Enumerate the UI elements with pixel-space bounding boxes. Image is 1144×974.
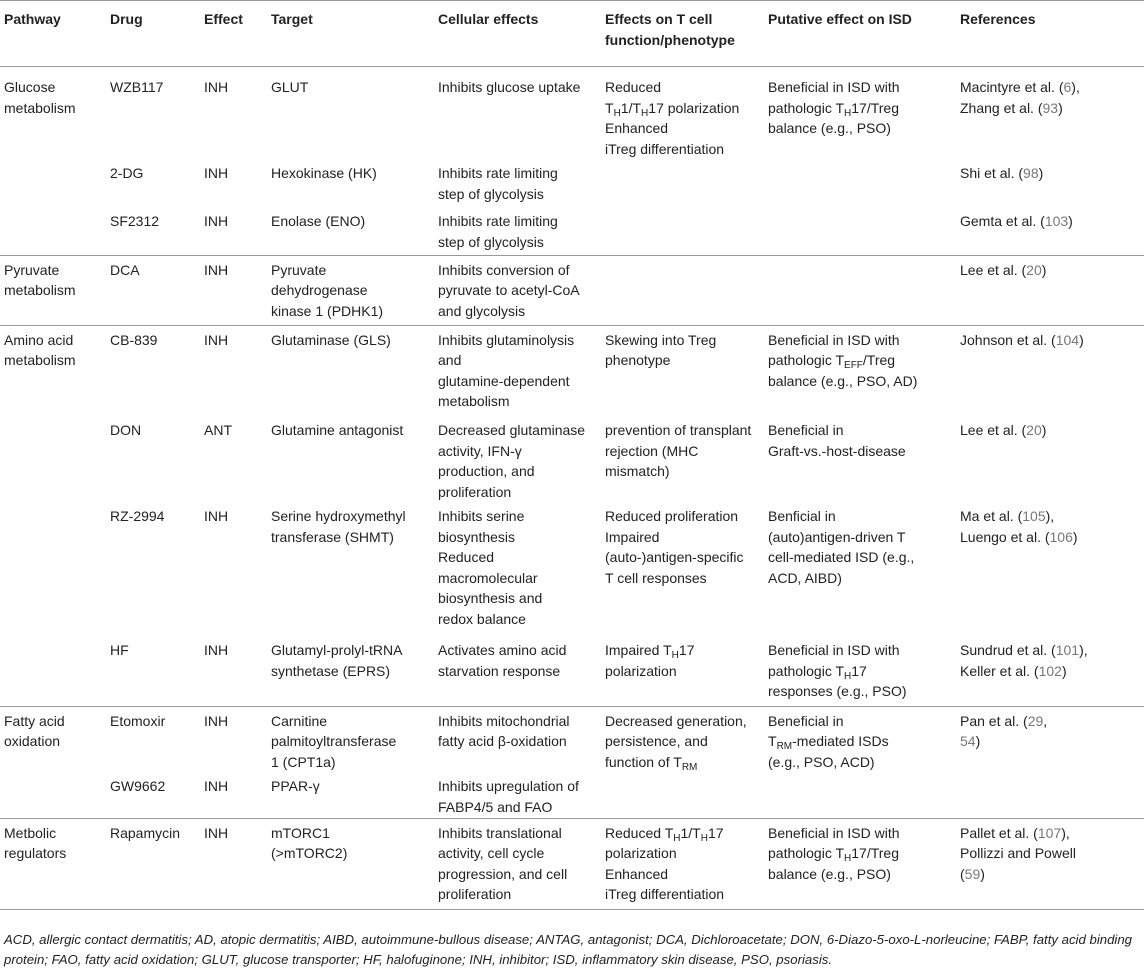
header-effect: Effect [204, 11, 243, 27]
cell-target: Enolase (ENO) [271, 213, 366, 229]
cell-effect: INH [204, 778, 229, 794]
reference-link[interactable]: 59 [964, 865, 981, 882]
cell-cellular-effects: Inhibits glucose uptake [438, 79, 581, 95]
cell-drug: DCA [110, 261, 140, 278]
cell-pathway: Amino acid metabolism [4, 331, 76, 368]
cell-target: GLUT [271, 79, 309, 95]
cell-tcell-effects [601, 207, 764, 255]
cell-cellular-effects: Decreased glutaminase activity, IFN-γ production, and proliferation [438, 422, 586, 500]
reference-link[interactable]: 93 [1042, 99, 1059, 116]
cell-effect: INH [204, 642, 229, 658]
cell-target: Glutamine antagonist [271, 422, 404, 438]
reference-link[interactable]: 29 [1027, 712, 1044, 729]
cell-cellular-effects: Inhibits translational activity, cell cycle progression, and cell proliferation [438, 824, 568, 902]
cell-effect: ANT [204, 422, 232, 438]
cell-effect: INH [204, 824, 229, 841]
cell-target: Glutamyl-prolyl-tRNA synthetase (EPRS) [271, 642, 403, 679]
cell-effect: INH [204, 712, 229, 729]
cell-effect: INH [204, 331, 229, 348]
cell-cellular-effects: Inhibits mitochondrial fatty acid β-oxidation [438, 712, 570, 749]
cell-references: Lee et al. (20) [960, 422, 1047, 438]
cell-drug: WZB117 [110, 79, 164, 95]
header-tcell-effects: Effects on T cell function/phenotype [605, 11, 735, 48]
reference-link[interactable]: 6 [1063, 79, 1072, 95]
table-row [0, 159, 1144, 207]
cell-isd-effect: Benficial in (auto)antigen-driven T cell-mediated ISD (e.g., ACD, AIBD) [768, 508, 915, 586]
table-row [0, 636, 1144, 706]
cell-isd-effect: Beneficial in Graft-vs.-host-disease [768, 422, 906, 459]
reference-link[interactable]: 101 [1055, 642, 1080, 658]
cell-pathway [0, 159, 106, 207]
cell-cellular-effects: Inhibits glutaminolysis and glutamine-dependent metabolism [438, 331, 575, 409]
cell-target: mTORC1 (>mTORC2) [271, 824, 348, 861]
cell-pathway [0, 772, 106, 818]
cell-target: Glutaminase (GLS) [271, 331, 391, 348]
reference-link[interactable]: 20 [1026, 261, 1042, 278]
cell-isd-effect: Beneficial in ISD with pathologic $T_H17$/Treg balance (e.g., PSO) [768, 824, 900, 882]
cell-references: Johnson et al. (104) [960, 331, 1084, 348]
cell-effect: INH [204, 165, 229, 181]
reference-link[interactable]: 102 [1038, 662, 1062, 679]
cell-drug: GW9662 [110, 778, 166, 794]
cell-references [956, 772, 1144, 818]
cell-pathway [0, 207, 106, 255]
cell-cellular-effects: Inhibits serine biosynthesis Reduced macromolecular biosynthesis and redox balance [438, 508, 543, 627]
cell-cellular-effects: Inhibits upregulation of FABP4/5 and FAO [438, 778, 579, 815]
cell-effect: INH [204, 79, 229, 95]
cell-tcell-effects [601, 772, 764, 818]
header-isd-effect: Putative effect on ISD [768, 11, 912, 27]
cell-cellular-effects: Activates amino acid starvation response [438, 642, 567, 679]
cell-references: Lee et al. (20) [960, 261, 1047, 278]
table-row [0, 818, 1144, 909]
cell-pathway [0, 502, 106, 636]
cell-effect: INH [204, 213, 229, 229]
cell-references: Pan et al. (29, 54) [960, 712, 1048, 749]
cell-isd-effect [764, 772, 956, 818]
table-row [0, 207, 1144, 255]
cell-isd-effect: Beneficial in ISD with pathologic $T_{EFF}$/Treg balance (e.g., PSO, AD) [768, 331, 918, 389]
cell-tcell-effects [601, 159, 764, 207]
cell-tcell-effects: Skewing into Treg phenotype [605, 331, 717, 368]
cell-pathway: Fatty acid oxidation [4, 712, 65, 749]
cell-target: Hexokinase (HK) [271, 165, 377, 181]
header-pathway: Pathway [4, 11, 61, 27]
cell-pathway: Glucose metabolism [4, 79, 76, 116]
cell-isd-effect [764, 255, 956, 325]
cell-drug: DON [110, 422, 142, 438]
table-footnote: ACD, allergic contact dermatitis; AD, atopic dermatitis; AIBD, autoimmune-bullous disease; ANTAG, antagonist; DCA, Dichloroacetate; DON, 6-Diazo-5-oxo-L-norleucine; FABP, fatty acid binding protein; FAO, fatty acid oxidation; GLUT, glucose transporter; HF, halofuginone; INH, inhibitor; ISD, inflammatory skin disease, PSO, psoriasis. [4, 932, 1133, 967]
header-references: References [960, 11, 1036, 27]
cell-target: Carnitine palmitoyltransferase 1 (CPT1a) [271, 712, 397, 770]
table-row [0, 67, 1144, 160]
table-row [0, 325, 1144, 416]
cell-tcell-effects: prevention of transplant rejection (MHC mismatch) [605, 422, 752, 479]
table-row [0, 772, 1144, 818]
cell-references: Gemta et al. (103) [960, 213, 1073, 229]
cell-pathway [0, 416, 106, 502]
cell-effect: INH [204, 508, 229, 524]
cell-drug: SF2312 [110, 213, 160, 229]
cell-cellular-effects: Inhibits rate limiting step of glycolysis [438, 165, 558, 202]
reference-link[interactable]: 106 [1049, 528, 1073, 545]
cell-isd-effect: Beneficial in ISD with pathologic $T_H17$ responses (e.g., PSO) [768, 642, 907, 699]
cell-references: Pallet et al. (107), Pollizzi and Powell (59) [960, 824, 1076, 882]
cell-drug: CB-839 [110, 331, 158, 348]
cell-drug: Etomoxir [110, 712, 166, 729]
cell-references: Ma et al. (105), Luengo et al. (106) [960, 508, 1078, 545]
cell-cellular-effects: Inhibits rate limiting step of glycolysis [438, 213, 558, 250]
cell-pathway: Metbolic regulators [4, 824, 67, 861]
cell-tcell-effects [601, 255, 764, 325]
header-drug: Drug [110, 11, 143, 27]
reference-link[interactable]: 107 [1037, 824, 1062, 841]
cell-drug: 2-DG [110, 165, 144, 181]
table-row [0, 502, 1144, 636]
cell-tcell-effects: Reduced $T_H1/T_H17$ polarization Enhanced iTreg differentiation [605, 824, 725, 902]
table-row [0, 706, 1144, 772]
reference-link[interactable]: 20 [1026, 422, 1042, 438]
table-row [0, 255, 1144, 325]
header-target: Target [271, 11, 313, 27]
cell-tcell-effects: Reduced proliferation Impaired (auto-)antigen-specific T cell responses [605, 508, 744, 586]
reference-link[interactable]: 98 [1023, 165, 1039, 181]
cell-tcell-effects: Decreased generation, persistence, and function of $T_{RM}$ [605, 712, 747, 773]
cell-target: Pyruvate dehydrogenase kinase 1 (PDHK1) [271, 261, 384, 319]
cell-isd-effect [764, 207, 956, 255]
cell-references: Macintyre et al. (6), Zhang et al. (93) [960, 79, 1080, 116]
cell-isd-effect: Beneficial in $T_{RM}$-mediated ISDs (e.g., PSO, ACD) [768, 712, 889, 770]
cell-target: PPAR-γ [271, 778, 320, 794]
reference-link[interactable]: 103 [1044, 213, 1069, 229]
cell-drug: RZ-2994 [110, 508, 165, 524]
cell-cellular-effects: Inhibits conversion of pyruvate to acetyl-CoA and glycolysis [438, 261, 580, 319]
header-cellular-effects: Cellular effects [438, 11, 539, 27]
reference-link[interactable]: 54 [960, 733, 976, 749]
reference-link[interactable]: 105 [1022, 508, 1046, 524]
cell-effect: INH [204, 261, 229, 278]
cell-pathway [0, 636, 106, 706]
cell-drug: HF [110, 642, 129, 658]
cell-isd-effect [764, 159, 956, 207]
reference-link[interactable]: 104 [1055, 331, 1080, 348]
cell-references: Shi et al. (98) [960, 165, 1044, 181]
cell-references: Sundrud et al. (101), Keller et al. (102) [960, 642, 1088, 679]
cell-tcell-effects: Reduced $T_H1/T_H17$ polarization Enhanced iTreg differentiation [605, 79, 740, 157]
cell-isd-effect: Beneficial in ISD with pathologic $T_H17$/Treg balance (e.g., PSO) [768, 79, 900, 136]
cell-target: Serine hydroxymethyl transferase (SHMT) [271, 508, 406, 545]
cell-pathway: Pyruvate metabolism [4, 261, 76, 298]
cell-drug: Rapamycin [110, 824, 181, 841]
table-row [0, 416, 1144, 502]
header-row [0, 1, 1144, 67]
cell-tcell-effects: Impaired $T_H17$ polarization [605, 642, 695, 679]
